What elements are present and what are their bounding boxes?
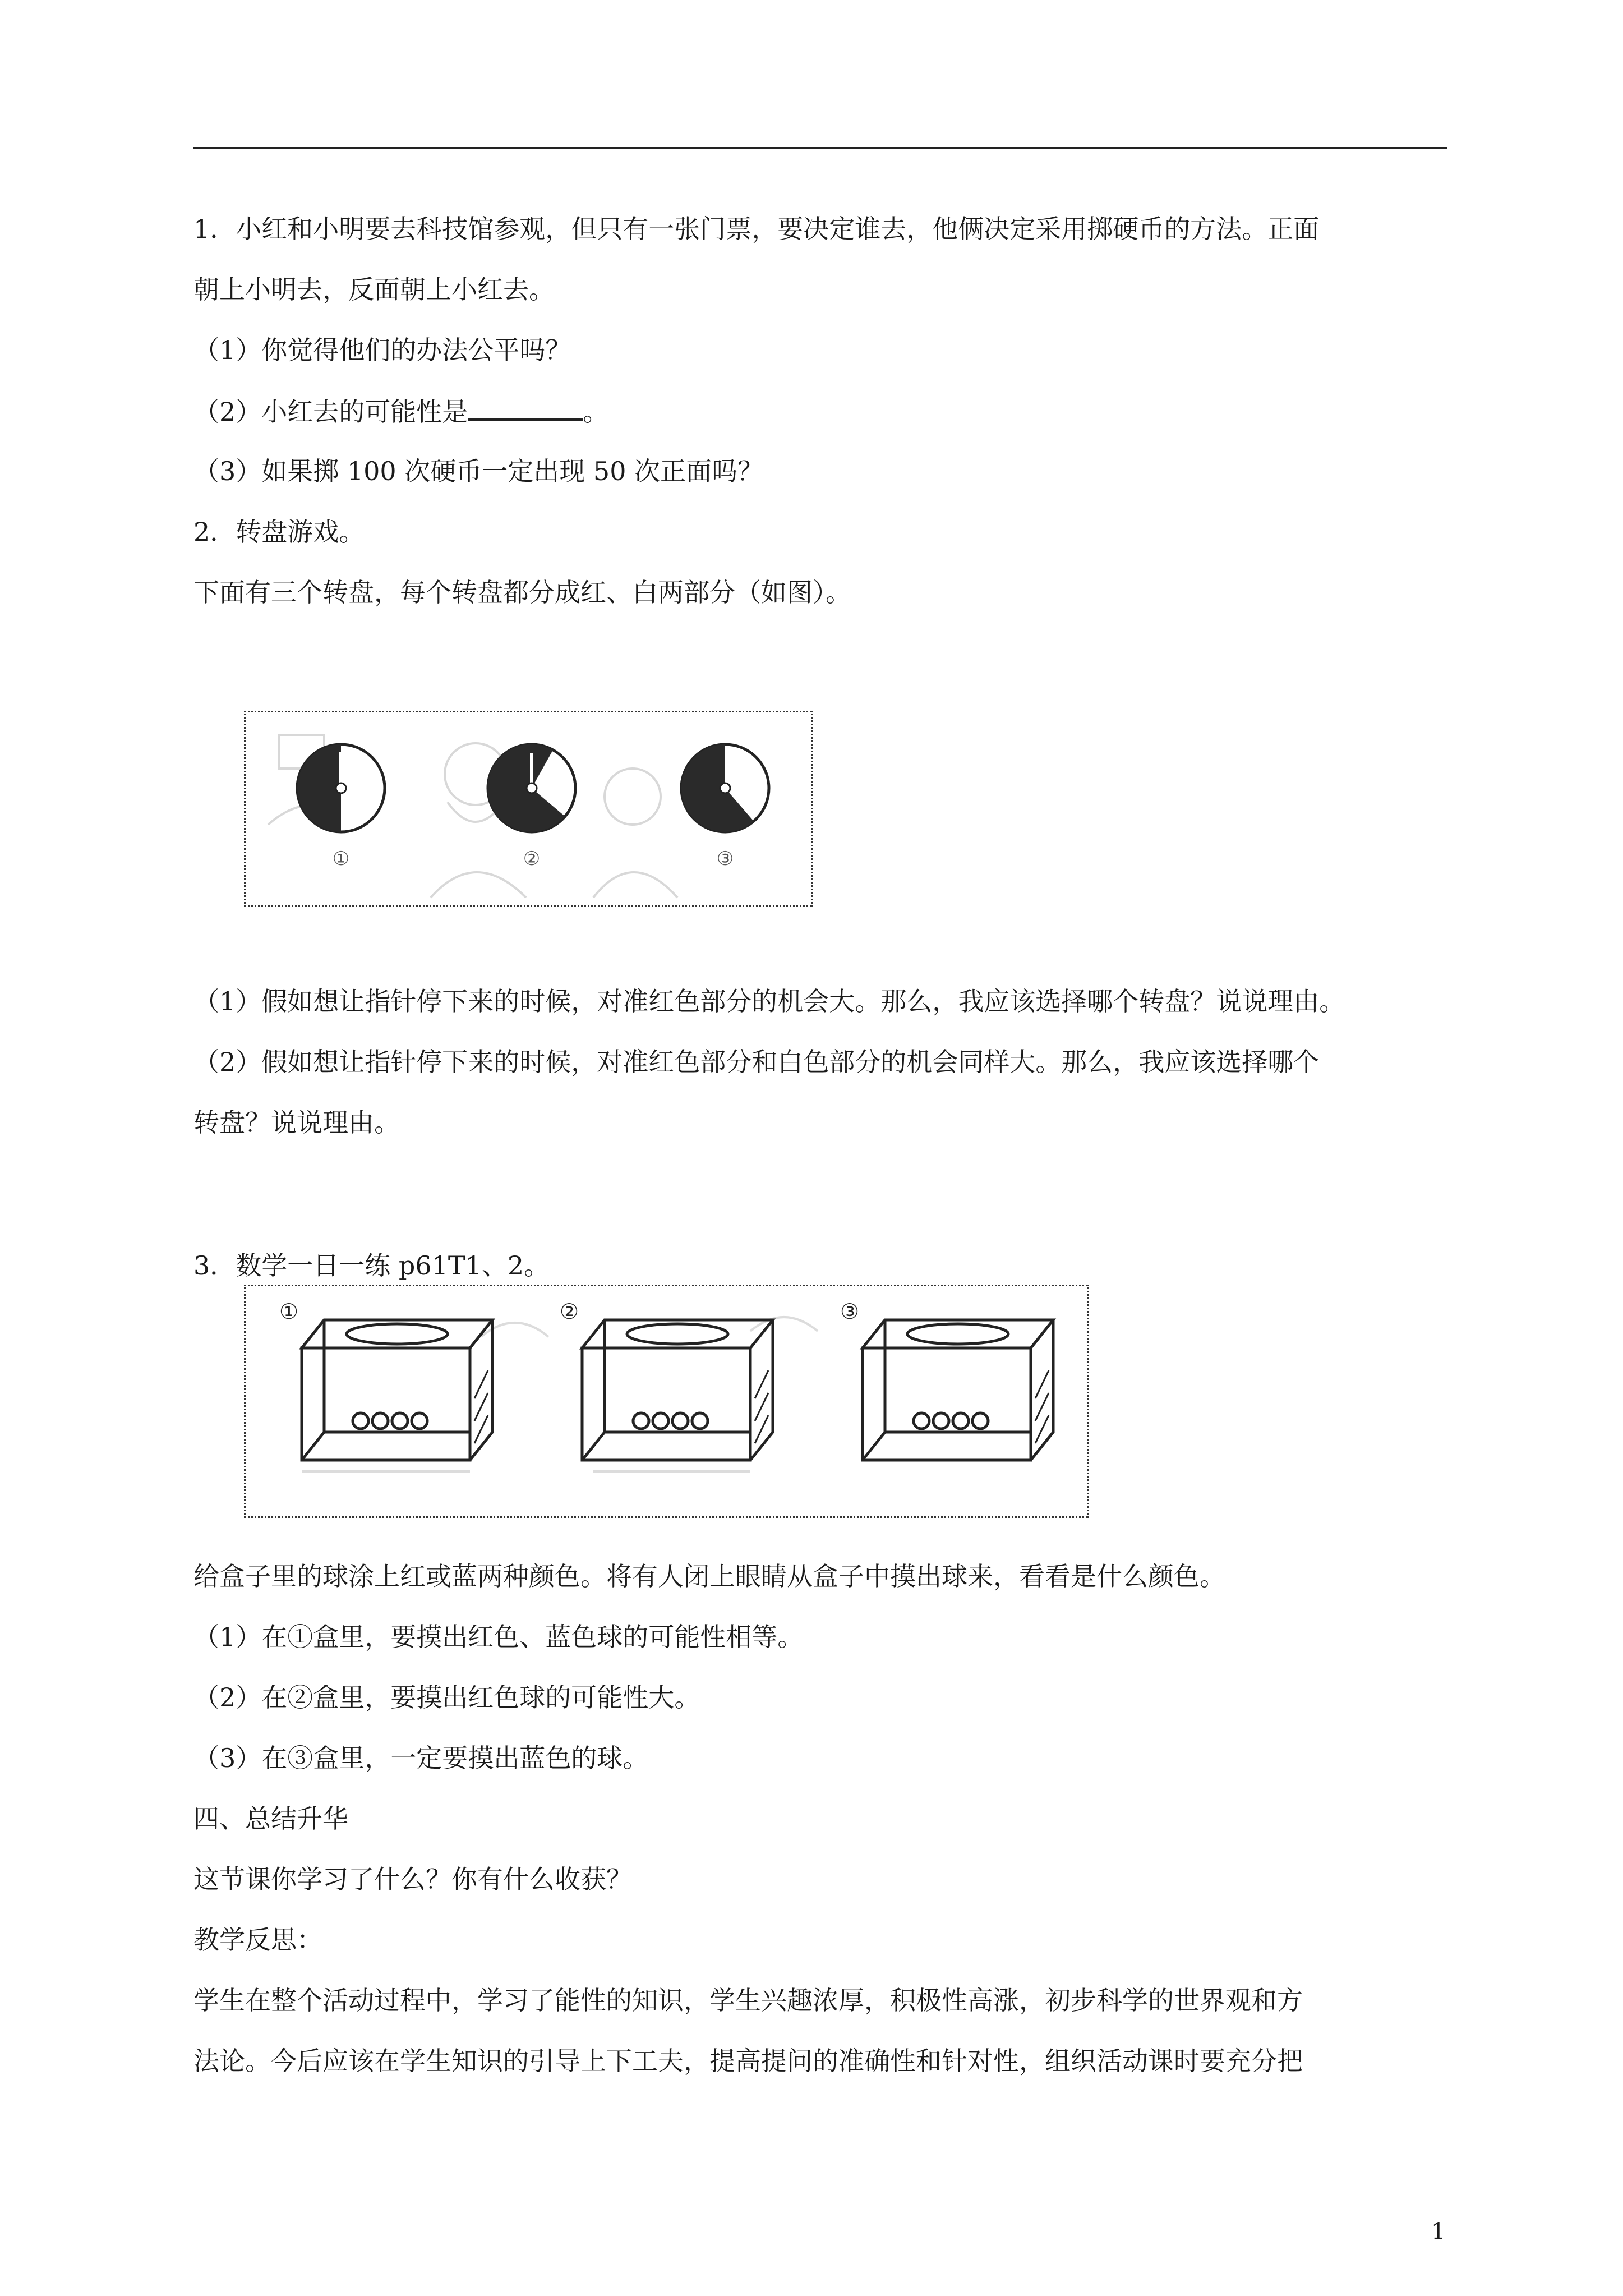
box-2-hatch <box>755 1370 768 1443</box>
spinner-2 <box>487 744 575 832</box>
spinner-figure-svg <box>246 712 811 905</box>
spinner-2-label: ② <box>523 848 541 870</box>
box-figure <box>244 1285 1089 1518</box>
reflection-line1: 学生在整个活动过程中，学习了能性的知识，学生兴趣浓厚，积极性高涨，初步科学的世界观和方 <box>193 1985 1303 2016</box>
q1-line2: 朝上小明去，反面朝上小红去。 <box>193 274 555 305</box>
box-3-label: ③ <box>840 1299 860 1324</box>
q1-sub2-end: 。 <box>583 397 609 427</box>
spinner-1-label: ① <box>332 848 350 870</box>
reflection-line2: 法论。今后应该在学生知识的引导上下工夫，提高提问的准确性和针对性，组织活动课时要充分把 <box>193 2046 1303 2076</box>
section4-question: 这节课你学习了什么？你有什么收获？ <box>193 1864 632 1894</box>
q1-line1: 1．小红和小明要去科技馆参观，但只有一张门票，要决定谁去，他俩决定采用掷硬币的方法。正面 <box>193 214 1320 244</box>
box-1-hatch <box>474 1370 488 1443</box>
q3-sub2: （2）在②盒里，要摸出红色球的可能性大。 <box>193 1682 700 1713</box>
background-illustration <box>302 1317 818 1471</box>
reflection-heading: 教学反思： <box>193 1925 322 1955</box>
section4-heading: 四、总结升华 <box>193 1803 348 1834</box>
spinner-3-label: ③ <box>716 848 734 870</box>
box-figure-svg <box>246 1286 1087 1516</box>
header-rule <box>193 147 1447 149</box>
spinner-1 <box>297 744 385 832</box>
box-3 <box>863 1320 1053 1460</box>
box-2 <box>582 1320 773 1460</box>
answer-blank <box>468 394 583 421</box>
q3-sub1: （1）在①盒里，要摸出红色、蓝色球的可能性相等。 <box>193 1622 804 1652</box>
q3-title: 3．数学一日一练 p61T1、2。 <box>193 1250 550 1281</box>
q2-sub2-line1: （2）假如想让指针停下来的时候，对准红色部分和白色部分的机会同样大。那么，我应该选择哪个 <box>193 1047 1320 1077</box>
q1-sub1: （1）你觉得他们的办法公平吗？ <box>193 335 571 365</box>
q1-sub2-text: （2）小红去的可能性是 <box>193 397 468 427</box>
q3-sub3: （3）在③盒里，一定要摸出蓝色的球。 <box>193 1743 649 1773</box>
q1-sub3: （3）如果掷 100 次硬币一定出现 50 次正面吗？ <box>193 456 764 486</box>
q2-intro: 下面有三个转盘，每个转盘都分成红、白两部分（如图）。 <box>193 577 851 608</box>
box-1 <box>302 1320 492 1460</box>
box-2-label: ② <box>560 1299 579 1324</box>
box-1-label: ① <box>279 1299 299 1324</box>
q3-instruction: 给盒子里的球涂上红或蓝两种颜色。将有人闭上眼睛从盒子中摸出球来，看看是什么颜色。 <box>193 1561 1225 1591</box>
q1-sub2 <box>193 394 608 429</box>
q2-sub1: （1）假如想让指针停下来的时候，对准红色部分的机会大。那么，我应该选择哪个转盘？说说理由。 <box>193 986 1345 1016</box>
spinner-3 <box>681 744 769 832</box>
box-3-hatch <box>1035 1370 1049 1443</box>
q2-sub2-line2: 转盘？说说理由。 <box>193 1107 400 1138</box>
page-number: 1 <box>1431 2219 1446 2244</box>
spinner-figure <box>244 711 813 907</box>
q2-title: 2．转盘游戏。 <box>193 517 365 547</box>
